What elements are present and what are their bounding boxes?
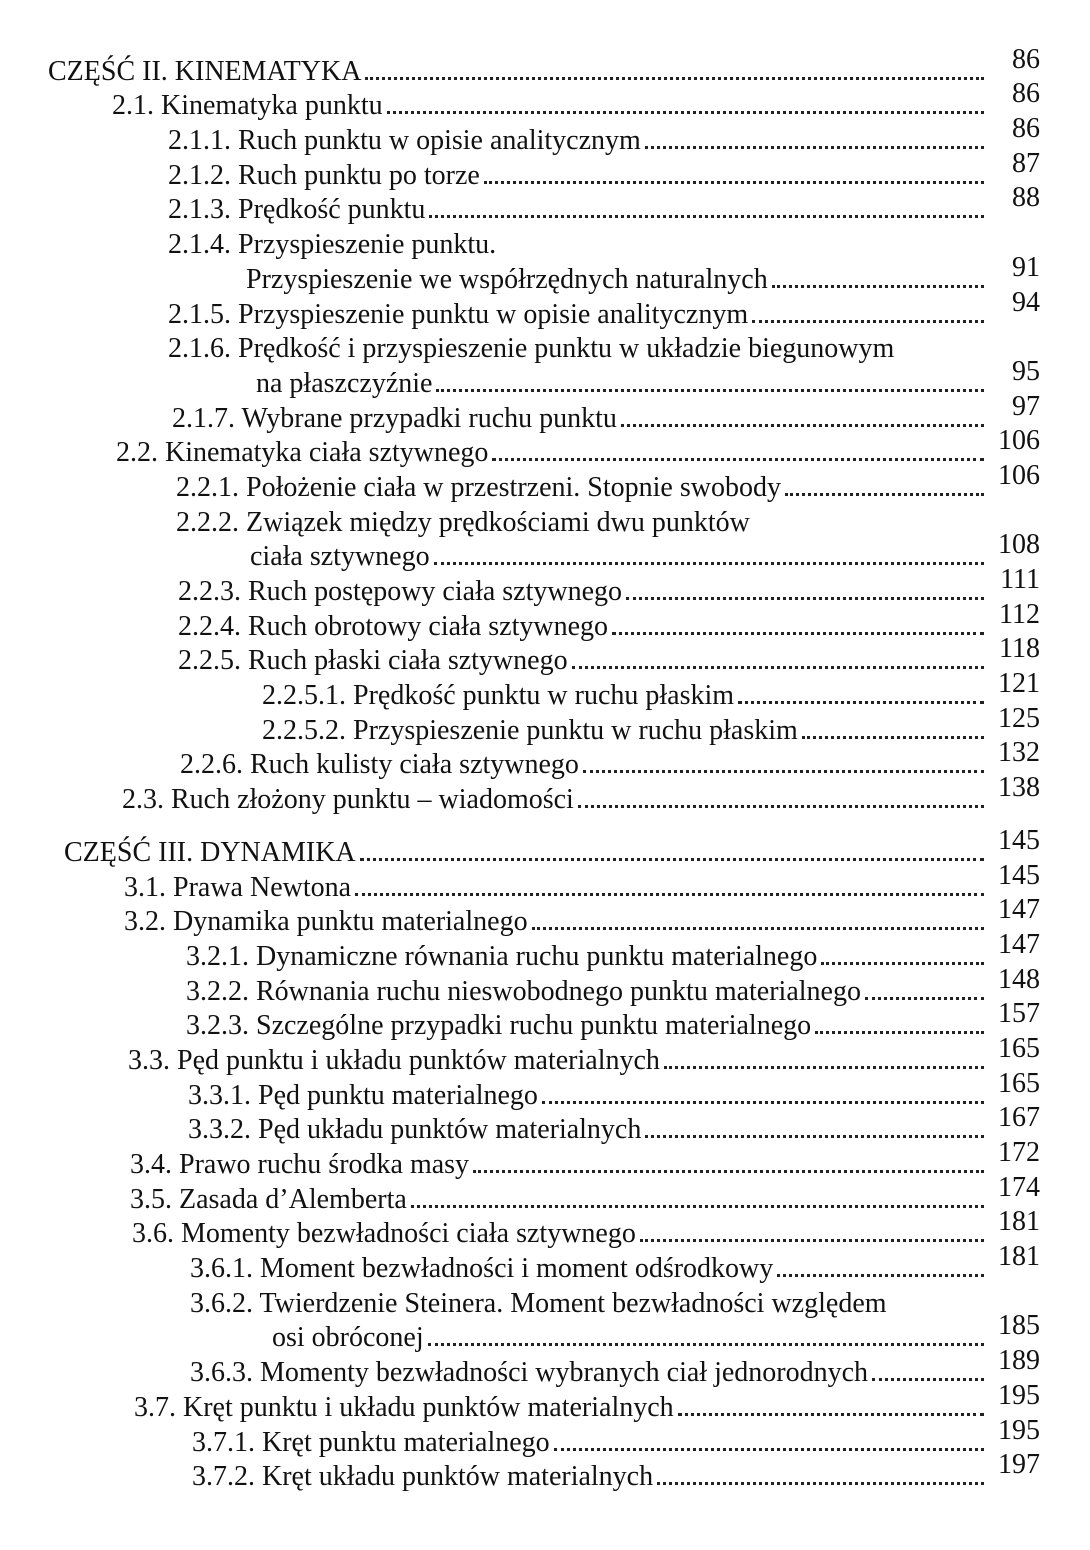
- toc-page-number: 97: [1012, 390, 1040, 422]
- toc-entry-title: 2.1.1. Ruch punktu w opisie analitycznym: [168, 125, 641, 157]
- dot-leader: [572, 666, 984, 669]
- toc-entry: [0, 772, 1090, 816]
- toc-entry: [0, 1032, 1090, 1076]
- toc-entry-title: 2.2.5. Ruch płaski ciała sztywnego: [178, 645, 568, 677]
- table-of-contents: [0, 43, 1090, 1493]
- toc-page-number: 86: [1012, 113, 1040, 145]
- toc-entry-title: 3.2. Dynamika punktu materialnego: [124, 906, 528, 938]
- toc-entry: [0, 78, 1090, 122]
- toc-entry: [0, 425, 1090, 469]
- toc-page-number: 181: [998, 1206, 1040, 1238]
- toc-entry-title: 3.2.1. Dynamiczne równania ruchu punktu materialnego: [186, 940, 818, 972]
- toc-entry: [0, 182, 1090, 226]
- dot-leader: [640, 1239, 984, 1242]
- toc-entry-title: 3.6.2. Twierdzenie Steinera. Moment bezwładności względem: [190, 1287, 887, 1319]
- dot-leader: [815, 1031, 984, 1034]
- dot-leader: [387, 111, 984, 114]
- toc-page-number: 189: [998, 1345, 1040, 1377]
- dot-leader: [821, 962, 984, 965]
- toc-page-number: 87: [1012, 147, 1040, 179]
- dot-leader: [434, 562, 984, 565]
- dot-leader: [355, 893, 984, 896]
- toc-entry: [0, 737, 1090, 781]
- dot-leader: [626, 597, 984, 600]
- toc-page-number: 181: [998, 1241, 1040, 1273]
- toc-page-number: 106: [998, 425, 1040, 457]
- toc-entry-title: 2.1.7. Wybrane przypadki ruchu punktu: [172, 402, 617, 434]
- toc-entry: [0, 633, 1090, 677]
- toc-entry-title: 2.2.1. Położenie ciała w przestrzeni. Stopnie swobody: [176, 471, 781, 503]
- dot-leader: [532, 927, 984, 930]
- toc-page-number: 148: [998, 963, 1040, 995]
- toc-entry: [0, 113, 1090, 157]
- dot-leader: [365, 77, 984, 80]
- toc-entry: [0, 1206, 1090, 1250]
- toc-page-number: 195: [998, 1379, 1040, 1411]
- toc-page-number: 125: [998, 702, 1040, 734]
- toc-page-number: 106: [998, 459, 1040, 491]
- toc-entry-title: 3.7.1. Kręt punktu materialnego: [192, 1426, 550, 1458]
- toc-entry-title: 2.1.5. Przyspieszenie punktu w opisie analitycznym: [168, 298, 749, 330]
- toc-entry-title: CZĘŚĆ III. DYNAMIKA: [64, 836, 356, 868]
- toc-entry-title: 3.7. Kręt punktu i układu punktów materialnych: [134, 1391, 674, 1423]
- toc-entry-first-line: [0, 330, 1090, 365]
- toc-entry-first-line: [0, 1284, 1090, 1319]
- toc-page-number: 132: [998, 737, 1040, 769]
- toc-entry: [0, 459, 1090, 503]
- dot-leader: [664, 1066, 984, 1069]
- toc-page-number: 111: [1000, 564, 1040, 595]
- dot-leader: [436, 389, 984, 392]
- toc-entry: [0, 928, 1090, 972]
- toc-entry: [0, 998, 1090, 1042]
- toc-entry-title: 2.1.6. Prędkość i przyspieszenie punktu w układzie biegunowym: [168, 333, 895, 365]
- dot-leader: [428, 1343, 984, 1346]
- toc-entry-title: CZĘŚĆ II. KINEMATYKA: [48, 55, 362, 87]
- toc-entry: [0, 1171, 1090, 1215]
- dot-leader: [657, 1482, 984, 1485]
- toc-entry: [0, 1310, 1090, 1354]
- toc-page-number: 94: [1012, 286, 1040, 318]
- dot-leader: [802, 736, 984, 739]
- toc-entry-title: 2.1.2. Ruch punktu po torze: [168, 159, 480, 191]
- toc-page-number: 147: [998, 928, 1040, 960]
- dot-leader: [738, 701, 984, 704]
- toc-page-number: 86: [1012, 78, 1040, 110]
- toc-page-number: 167: [998, 1102, 1040, 1134]
- toc-entry: [0, 668, 1090, 712]
- toc-page-number: 185: [998, 1310, 1040, 1342]
- toc-entry-title: 3.1. Prawa Newtona: [124, 871, 352, 903]
- toc-entry: [0, 286, 1090, 330]
- toc-page-number: 145: [998, 824, 1040, 856]
- toc-entry-title: 3.4. Prawo ruchu środka masy: [130, 1149, 470, 1180]
- dot-leader: [865, 997, 984, 1000]
- toc-page-number: 197: [998, 1449, 1040, 1481]
- dot-leader: [578, 805, 984, 808]
- toc-entry-title: 2.3. Ruch złożony punktu – wiadomości: [122, 784, 574, 816]
- toc-entry: [0, 1449, 1090, 1493]
- dot-leader: [484, 181, 984, 184]
- dot-leader: [411, 1205, 984, 1208]
- dot-leader: [492, 458, 984, 461]
- toc-page-number: 145: [998, 859, 1040, 891]
- toc-entry: [0, 1137, 1090, 1180]
- toc-entry-first-line: [0, 225, 1090, 260]
- toc-entry: [0, 1067, 1090, 1111]
- toc-entry-title: 3.5. Zasada d’Alemberta: [130, 1183, 407, 1215]
- toc-page-number: 86: [1012, 43, 1040, 75]
- toc-entry-title: 2.2.4. Ruch obrotowy ciała sztywnego: [178, 610, 609, 642]
- toc-entry-title: 3.6.1. Moment bezwładności i moment odśrodkowy: [190, 1253, 774, 1285]
- toc-entry-title: 2.1.3. Prędkość punktu: [168, 194, 426, 226]
- dot-leader: [583, 770, 984, 773]
- toc-entry-title: 2.2.3. Ruch postępowy ciała sztywnego: [178, 576, 623, 607]
- toc-entry-title: 3.3.2. Pęd układu punktów materialnych: [188, 1114, 642, 1146]
- toc-entry-title: 3.3. Pęd punktu i układu punktów materialnych: [128, 1044, 660, 1076]
- toc-entry: [0, 1102, 1090, 1146]
- toc-entry: [0, 1379, 1090, 1423]
- dot-leader: [360, 858, 984, 861]
- toc-entry-title: 2.2.2. Związek między prędkościami dwu punktów: [176, 506, 750, 538]
- toc-entry-title: 3.3.1. Pęd punktu materialnego: [188, 1079, 538, 1111]
- dot-leader: [621, 424, 984, 427]
- toc-entry-title: 3.2.3. Szczególne przypadki ruchu punktu materialnego: [186, 1010, 812, 1042]
- toc-entry: [0, 1345, 1090, 1389]
- toc-page-number: 157: [998, 998, 1040, 1030]
- toc-page-number: 91: [1012, 251, 1040, 283]
- toc-entry-first-line: [0, 503, 1090, 538]
- toc-entry: [0, 390, 1090, 434]
- toc-entry: [0, 147, 1090, 191]
- dot-leader: [785, 493, 984, 496]
- toc-page-number: 165: [998, 1067, 1040, 1099]
- toc-entry: [0, 529, 1090, 573]
- toc-entry-title: 2.2.5.2. Przyspieszenie punktu w ruchu płaskim: [262, 714, 798, 746]
- toc-entry-title: 3.6. Momenty bezwładności ciała sztywnego: [132, 1218, 636, 1250]
- dot-leader: [772, 285, 984, 288]
- toc-entry: [0, 894, 1090, 938]
- toc-entry: [0, 859, 1090, 903]
- toc-entry-title: ciała sztywnego: [250, 541, 430, 573]
- toc-entry-title: na płaszczyźnie: [256, 367, 433, 399]
- toc-entry: [0, 963, 1090, 1007]
- toc-entry: [0, 1414, 1090, 1458]
- toc-page-number: 138: [998, 772, 1040, 804]
- dot-leader: [752, 320, 984, 323]
- toc-entry-title: 2.2.5.1. Prędkość punktu w ruchu płaskim: [262, 680, 735, 712]
- toc-page-number: 195: [998, 1414, 1040, 1446]
- toc-entry-title: 3.6.3. Momenty bezwładności wybranych ciał jednorodnych: [190, 1357, 869, 1389]
- toc-entry: [0, 564, 1090, 607]
- toc-page-number: 112: [999, 598, 1040, 630]
- toc-entry-title: Przyspieszenie we współrzędnych naturalnych: [246, 263, 768, 295]
- dot-leader: [612, 632, 984, 635]
- toc-entry-title: 3.7.2. Kręt układu punktów materialnych: [192, 1461, 654, 1493]
- toc-entry: [0, 598, 1090, 642]
- toc-entry: [0, 355, 1090, 399]
- dot-leader: [645, 146, 984, 149]
- dot-leader: [542, 1101, 984, 1104]
- toc-page-number: 121: [998, 668, 1040, 700]
- toc-entry: [0, 702, 1090, 746]
- toc-page-number: 147: [998, 894, 1040, 926]
- toc-entry: [0, 251, 1090, 295]
- toc-part-heading: [0, 824, 1090, 868]
- toc-entry-title: osi obróconej: [272, 1322, 424, 1354]
- toc-entry-title: 2.2. Kinematyka ciała sztywnego: [116, 437, 489, 469]
- toc-page-number: 118: [999, 633, 1040, 665]
- dot-leader: [429, 215, 984, 218]
- dot-leader: [473, 1170, 984, 1173]
- dot-leader: [645, 1135, 984, 1138]
- toc-entry-title: 3.2.2. Równania ruchu nieswobodnego punktu materialnego: [186, 975, 861, 1007]
- toc-entry-title: 2.1. Kinematyka punktu: [112, 90, 383, 122]
- dot-leader: [678, 1413, 984, 1416]
- toc-page-number: 108: [998, 529, 1040, 561]
- toc-entry-title: 2.1.4. Przyspieszenie punktu.: [168, 229, 497, 261]
- toc-entry-title: 2.2.6. Ruch kulisty ciała sztywnego: [180, 749, 579, 781]
- toc-page-number: 95: [1012, 355, 1040, 387]
- dot-leader: [554, 1448, 984, 1451]
- dot-leader: [872, 1378, 984, 1381]
- toc-entry: [0, 1241, 1090, 1285]
- toc-part-heading: [0, 43, 1090, 87]
- toc-page-number: 165: [998, 1032, 1040, 1064]
- toc-page-number: 88: [1012, 182, 1040, 214]
- dot-leader: [777, 1274, 984, 1277]
- toc-page-number: 172: [998, 1137, 1040, 1168]
- toc-page-number: 174: [998, 1171, 1040, 1203]
